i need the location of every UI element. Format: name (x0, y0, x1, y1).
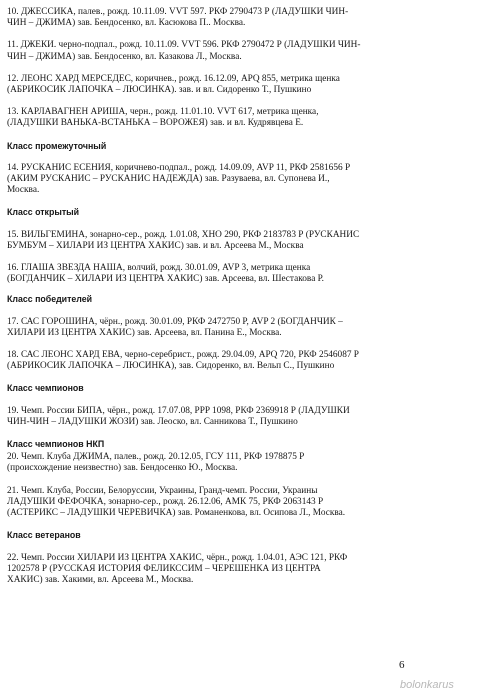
entry-15: 15. ВИЛЬГЕМИНА, зонарно-сер., рожд. 1.01.08, ХНО 290, РКФ 2183783 Р (РУСКАНИС БУМБУМ – ХИЛАРИ ИЗ ЦЕНТРА ХАКИС) зав. и вл. Арсеева М., Москва (7, 229, 360, 251)
entry-18: 18. САС ЛЕОНС ХАРД ЕВА, черно-серебрист., рожд. 29.04.09, APQ 720, РКФ 2546087 Р (АБРИКОСИК ЛАПОЧКА – ЛЮСИНКА), зав. Сидоренко, вл. Вельп С., Пушкино (7, 350, 359, 372)
entry-21: 21. Чемп. Клуба, России, Белоруссии, Украины, Гранд-чемп. России, Украины ЛАДУШКИ ФЕФОЧКА, зонарно-сер., рожд. 26.12.06, АМК 75, РКФ 2063143 Р (АСТЕРИКС – ЛАДУШКИ ЧЕРЕВИЧКА) зав. Романенкова, вл. Осипова Л., Москва. (7, 485, 346, 519)
document-page (7, 7, 477, 597)
section-heading-champions: Класс чемпионов (7, 383, 84, 394)
section-heading-winners: Класс победителей (7, 294, 93, 305)
section-heading-veterans: Класс ветеранов (7, 530, 81, 541)
watermark: bolonkarus (400, 679, 454, 691)
entry-17: 17. САС ГОРОШИНА, чёрн., рожд. 30.01.09, РКФ 2472750 Р, AVP 2 (БОГДАНЧИК – ХИЛАРИ ИЗ ЦЕНТРА ХАКИС) зав. Арсеева, вл. Панина Е., Москва. (7, 316, 343, 338)
section-heading-intermediate: Класс промежуточный (7, 140, 107, 151)
page-number: 6 (399, 659, 405, 671)
entry-10: 10. ДЖЕССИКА, палев., рожд. 10.11.09. VVT 597. РКФ 2790473 Р (ЛАДУШКИ ЧИН- ЧИН – ДЖИМА) зав. Бендосенко, вл. Касюкова П.. Москва. (7, 7, 349, 29)
section-heading-open: Класс открытый (7, 207, 80, 218)
entry-12: 12. ЛЕОНС ХАРД МЕРСЕДЕС, коричнев., рожд. 16.12.09, APQ 855, метрика щенка (АБРИКОСИК ЛАПОЧКА – ЛЮСИНКА). зав. и вл. Сидоренко Т., Пушкино (7, 73, 340, 96)
entry-20: 20. Чемп. Клуба ДЖИМА, палев., рожд. 20.12.05, ГСУ 111, РКФ 1978875 Р (происхождение неизвестно) зав. Бендосенко Ю., Москва. (7, 452, 305, 474)
entry-22: 22. Чемп. России ХИЛАРИ ИЗ ЦЕНТРА ХАКИС, чёрн., рожд. 1.04.01, АЭС 121, РКФ 1202578 Р (РУССКАЯ ИСТОРИЯ ФЕЛИКССИМ – ЧЕРЕШЕНКА ИЗ ЦЕНТРА ХАКИС) зав. Хакими, вл. Арсеева М., Москва. (7, 552, 348, 585)
entry-13: 13. КАРЛАВАГНЕН АРИША, черн., рожд. 11.01.10. VVT 617, метрика щенка, (ЛАДУШКИ ВАНЬКА-ВСТАНЬКА – ВОРОЖЕЯ) зав. и вл. Кудрявцева Е. (7, 107, 319, 129)
entry-19: 19. Чемп. России БИПА, чёрн., рожд. 17.07.08, PPP 1098, РКФ 2369918 Р (ЛАДУШКИ ЧИН-ЧИН – ЛАДУШКИ ЖОЗИ) зав. Леоско, вл. Санникова Т., Пушкино (7, 405, 350, 427)
entry-14: 14. РУСКАНИС ЕСЕНИЯ, коричнево-подпал., рожд. 14.09.09, AVP 11, РКФ 2581656 Р (АКИМ РУСКАНИС – РУСКАНИС НАДЕЖДА) зав. Разуваева, вл. Супонева И., Москва. (7, 162, 351, 196)
entry-11: 11. ДЖЕКИ. черно-подпал., рожд. 10.11.09. VVT 596. РКФ 2790472 Р (ЛАДУШКИ ЧИН- ЧИН – ДЖИМА) зав. Бендосенко, вл. Казакова Л., Москва. (7, 40, 361, 62)
entry-16: 16. ГЛАША ЗВЕЗДА НАША, волчий, рожд. 30.01.09, AVP 3, метрика щенка (БОГДАНЧИК – ХИЛАРИ ИЗ ЦЕНТРА ХАКИС) зав. Арсеева, вл. Шестакова Р. (7, 263, 324, 285)
section-heading-nkp-champions: Класс чемпионов НКП (7, 439, 105, 450)
